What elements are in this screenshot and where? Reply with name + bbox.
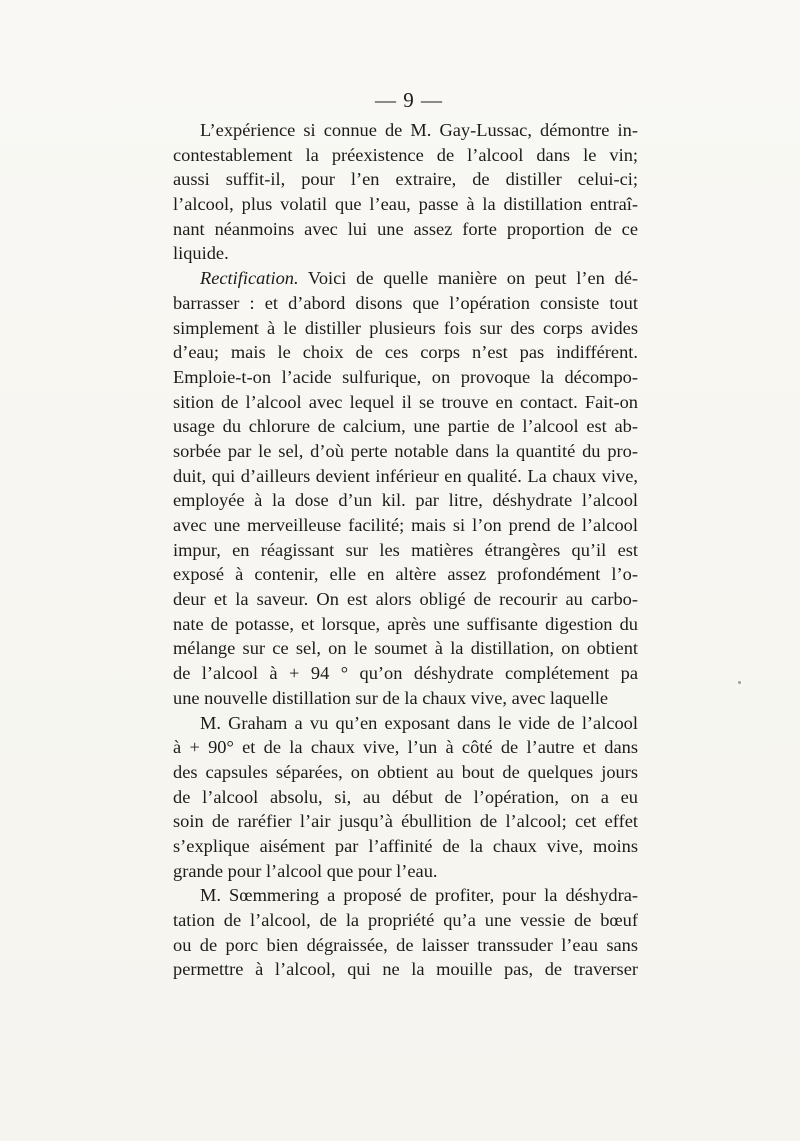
text-line: barrasser : et d’abord disons que l’opération consiste tout	[173, 292, 638, 313]
text-line: permettre à l’alcool, qui ne la mouille pas, de traverser	[173, 959, 638, 980]
paragraph-rectification	[173, 266, 638, 710]
text-line: tation de l’alcool, de la propriété qu’a une vessie de bœuf	[173, 910, 638, 930]
text-line: L’expérience si connue de M. Gay-Lussac, démontre in-	[200, 120, 638, 140]
text-line: impur, en réagissant sur les matières étrangères qu’il est	[173, 539, 638, 560]
text-line: d’eau; mais le choix de ces corps n’est pas indifférent.	[173, 342, 638, 363]
paragraph-soemmering	[173, 883, 638, 982]
text-line: à + 90° et de la chaux vive, l’un à côté de l’autre et dans	[173, 737, 638, 758]
text-line: de l’alcool à + 94 ° qu’on déshydrate complétement pa	[173, 663, 638, 684]
text-line: Emploie-t-on l’acide sulfurique, on provoque la décompo-	[173, 366, 638, 387]
body-text	[173, 118, 638, 982]
page-number: — 9 —	[375, 88, 443, 112]
text-line: simplement à le distiller plusieurs fois sur des corps avides	[173, 317, 638, 338]
text-line: duit, qui d’ailleurs devient inférieur en qualité. La chaux vive,	[173, 465, 638, 486]
text-line-rest: Voici de quelle manière on peut l’en dé-	[298, 268, 638, 289]
text-line: mélange sur ce sel, on le soumet à la distillation, on obtient	[173, 638, 638, 659]
text-line: ou de porc bien dégraissée, de laisser transsuder l’eau sans	[173, 934, 638, 955]
text-line: exposé à contenir, elle en altère assez profondément l’o-	[173, 564, 638, 585]
text-line: des capsules séparées, on obtient au bout de quelques jours	[173, 761, 638, 782]
text-line: l’alcool, plus volatil que l’eau, passe à la distillation entraî-	[173, 194, 638, 215]
paragraph-graham	[173, 711, 638, 884]
text-line: aussi suffit-il, pour l’en extraire, de distiller celui-ci;	[173, 169, 638, 190]
paragraph-1	[173, 118, 638, 266]
text-line: M. Graham a vu qu’en exposant dans le vide de l’alcool	[200, 712, 638, 733]
text-line: usage du chlorure de calcium, une partie de l’alcool est ab-	[173, 416, 638, 437]
text-line: nate de potasse, et lorsque, après une suffisante digestion du	[173, 613, 638, 634]
text-line	[173, 266, 638, 291]
text-line: liquide.	[173, 243, 229, 264]
text-line: de l’alcool absolu, si, au début de l’opération, on a eu	[173, 786, 638, 807]
text-line: sition de l’alcool avec lequel il se trouve en contact. Fait-on	[173, 391, 638, 412]
text-line: une nouvelle distillation sur de la chaux vive, avec laquelle	[173, 687, 609, 708]
section-label: Rectification.	[200, 268, 299, 289]
text-line: avec une merveilleuse facilité; mais si l’on prend de l’alcool	[173, 515, 638, 535]
text-line: s’explique aisément par l’affinité de la chaux vive, moins	[173, 835, 638, 856]
text-line: M. Sœmmering a proposé de profiter, pour la déshydra-	[200, 885, 638, 906]
text-line: grande pour l’alcool que pour l’eau.	[173, 860, 438, 881]
text-line: contestablement la préexistence de l’alcool dans le vin;	[173, 144, 638, 165]
text-line: sorbée par le sel, d’où perte notable dans la quantité du pro-	[173, 440, 638, 461]
text-line: deur et la saveur. On est alors obligé de recourir au carbo-	[173, 589, 638, 610]
text-line: soin de raréfier l’air jusqu’à ébullition de l’alcool; cet effet	[173, 811, 638, 832]
paper-speck	[738, 681, 741, 684]
text-line: nant néanmoins avec lui une assez forte proportion de ce	[173, 218, 638, 239]
text-line: employée à la dose d’un kil. par litre, déshydrate l’alcool	[173, 490, 638, 511]
